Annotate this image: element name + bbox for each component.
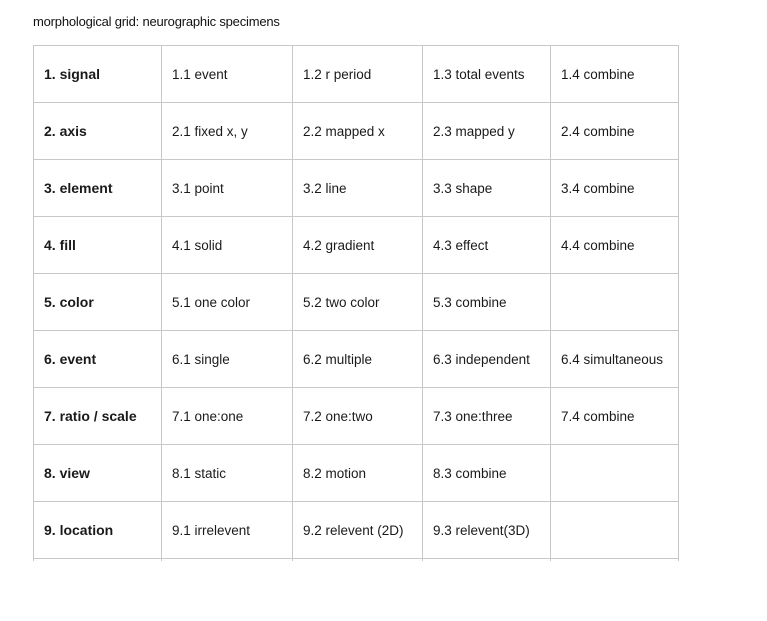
grid-cell xyxy=(34,559,162,562)
grid-cell: 8.2 motion xyxy=(293,445,423,502)
grid-cell: 2.2 mapped x xyxy=(293,103,423,160)
table-row xyxy=(34,160,679,217)
grid-cell: 4.2 gradient xyxy=(293,217,423,274)
grid-cell xyxy=(551,445,679,502)
grid-cell: 3.3 shape xyxy=(423,160,551,217)
table-row xyxy=(34,274,679,331)
row-header: 5. color xyxy=(34,274,162,331)
grid-cell: 7.1 one:one xyxy=(162,388,293,445)
grid-cell: 2.4 combine xyxy=(551,103,679,160)
morphological-grid-table xyxy=(33,45,679,561)
grid-cell: 3.4 combine xyxy=(551,160,679,217)
row-header: 6. event xyxy=(34,331,162,388)
grid-cell: 5.2 two color xyxy=(293,274,423,331)
grid-cell xyxy=(162,559,293,562)
grid-cell: 2.3 mapped y xyxy=(423,103,551,160)
grid-cell: 3.1 point xyxy=(162,160,293,217)
grid-cell: 5.3 combine xyxy=(423,274,551,331)
grid-cell: 7.4 combine xyxy=(551,388,679,445)
table-row xyxy=(34,388,679,445)
grid-cell: 9.3 relevent(3D) xyxy=(423,502,551,559)
grid-cell: 3.2 line xyxy=(293,160,423,217)
grid-cell: 7.2 one:two xyxy=(293,388,423,445)
row-header: 2. axis xyxy=(34,103,162,160)
grid-cell: 7.3 one:three xyxy=(423,388,551,445)
table-row xyxy=(34,103,679,160)
grid-cell xyxy=(423,559,551,562)
grid-cell xyxy=(551,502,679,559)
grid-cell: 9.2 relevent (2D) xyxy=(293,502,423,559)
grid-cell xyxy=(551,274,679,331)
row-header: 7. ratio / scale xyxy=(34,388,162,445)
row-header: 8. view xyxy=(34,445,162,502)
grid-cell: 4.3 effect xyxy=(423,217,551,274)
grid-cell: 8.1 static xyxy=(162,445,293,502)
row-header: 1. signal xyxy=(34,46,162,103)
grid-cell: 4.4 combine xyxy=(551,217,679,274)
grid-cell: 8.3 combine xyxy=(423,445,551,502)
table-row xyxy=(34,445,679,502)
grid-cell: 4.1 solid xyxy=(162,217,293,274)
grid-cell: 1.1 event xyxy=(162,46,293,103)
table-row xyxy=(34,46,679,103)
grid-cell: 6.2 multiple xyxy=(293,331,423,388)
table-row xyxy=(34,502,679,559)
table-row xyxy=(34,559,679,562)
grid-cell: 9.1 irrelevent xyxy=(162,502,293,559)
grid-cell: 6.3 independent xyxy=(423,331,551,388)
grid-cell: 1.2 r period xyxy=(293,46,423,103)
row-header: 9. location xyxy=(34,502,162,559)
row-header: 4. fill xyxy=(34,217,162,274)
grid-cell: 2.1 fixed x, y xyxy=(162,103,293,160)
table-row xyxy=(34,217,679,274)
table-row xyxy=(34,331,679,388)
grid-cell: 1.3 total events xyxy=(423,46,551,103)
grid-cell: 6.1 single xyxy=(162,331,293,388)
grid-cell xyxy=(551,559,679,562)
grid-cell: 5.1 one color xyxy=(162,274,293,331)
grid-cell: 1.4 combine xyxy=(551,46,679,103)
page-title: morphological grid: neurographic specimens xyxy=(33,14,280,29)
grid-cell xyxy=(293,559,423,562)
grid-cell: 6.4 simultaneous xyxy=(551,331,679,388)
row-header: 3. element xyxy=(34,160,162,217)
